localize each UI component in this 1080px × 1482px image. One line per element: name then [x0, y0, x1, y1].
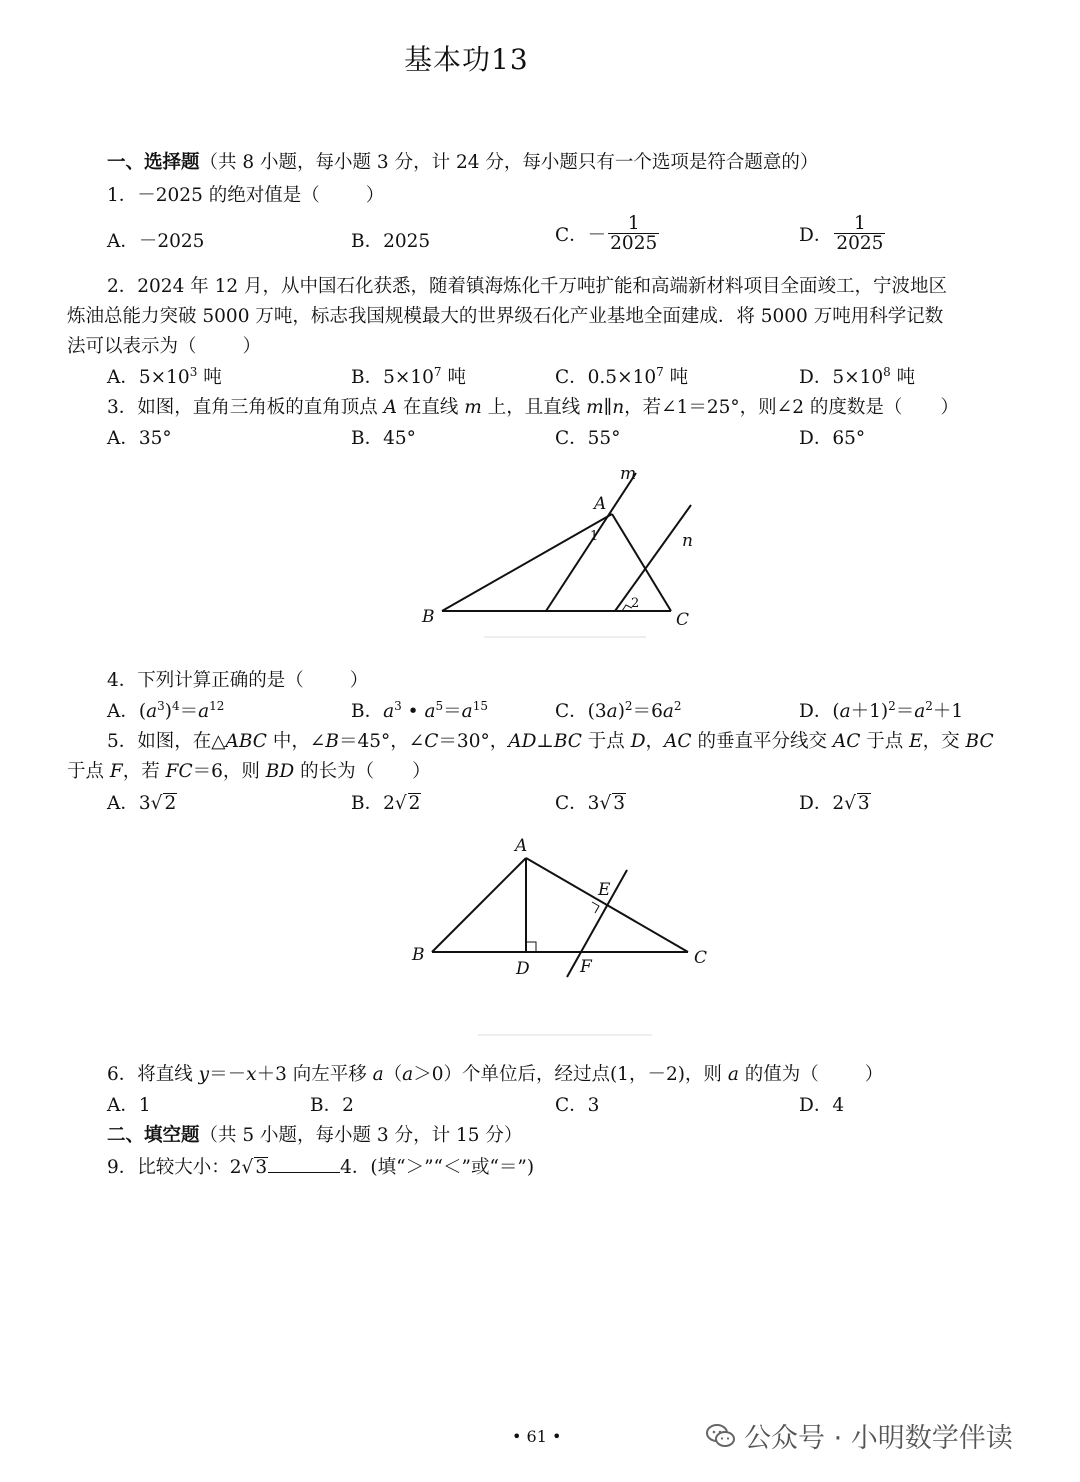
- q5-a-coef: A．3: [107, 793, 151, 814]
- q4-b-b2: a: [424, 701, 436, 722]
- q1-option-a: A．－2025: [107, 231, 205, 252]
- q4-a-base: a: [146, 701, 158, 722]
- q2-line-2: 炼油总能力突破 5000 万吨，标志我国规模最大的世界级石化产业基地全面建成．将 5000 万吨用科学记数: [67, 306, 944, 327]
- q4-b-rhs: a: [461, 701, 473, 722]
- q5-B: B: [325, 731, 339, 752]
- q3-stem: [107, 393, 959, 419]
- section-two-heading: [107, 1121, 522, 1147]
- q3-label-m: m: [620, 464, 637, 484]
- q2-line3-text: 法可以表示为（: [67, 336, 197, 357]
- q6-a2: a: [402, 1064, 414, 1085]
- q5-label-D: D: [516, 959, 530, 979]
- q3-s2: 在直线: [397, 397, 465, 418]
- q5-C: C: [424, 731, 439, 752]
- q3-s3: 上，且直线: [481, 397, 587, 418]
- q2-close: ）: [242, 336, 262, 357]
- q4-c-e1: 2: [624, 698, 633, 713]
- q6-x: x: [246, 1064, 257, 1085]
- q5-s10: ，交: [922, 731, 966, 752]
- q5-AC: AC: [664, 731, 692, 752]
- q3-figure: [400, 455, 720, 655]
- q9-stem: 9．比较大小：2√ 3 4．(填“＞”“＜”或“＝”): [107, 1157, 535, 1178]
- q5-d-coef: D．2: [799, 793, 845, 814]
- q6-s2: ＝－: [209, 1064, 247, 1085]
- q4-a-e2: 4: [171, 698, 180, 713]
- q5-label-C: C: [694, 948, 708, 968]
- q5-D: D: [630, 731, 646, 752]
- q4-option-b: B．$a^3$ • $a^5=a^{15}$: [351, 698, 488, 722]
- q6-option-d: D．4: [799, 1095, 845, 1116]
- q5-ABC: ABC: [225, 731, 267, 752]
- q2-option-a: [107, 363, 222, 389]
- q5-s2: 中，∠: [266, 731, 326, 752]
- q1-c-label: C．－: [555, 224, 607, 246]
- q3-label-n: n: [682, 531, 693, 551]
- q6-option-a: A．1: [107, 1095, 151, 1116]
- q4-close: ）: [349, 670, 369, 691]
- q5-F: F: [109, 761, 123, 782]
- q6-a3: a: [727, 1064, 739, 1085]
- q3-label-C: C: [676, 610, 690, 630]
- q5-line-2: [67, 757, 431, 783]
- q4-option-d: D．$(a+1)^2=a^2+1$: [799, 698, 964, 722]
- q3-label-angle2: 2: [631, 596, 640, 611]
- q3-s1: 3．如图，直角三角板的直角顶点: [107, 397, 384, 418]
- q4-c-label: C．: [555, 701, 588, 722]
- q5-figure: [400, 830, 720, 1040]
- q2-b-exp: 7: [433, 364, 442, 379]
- q4-option-a: A．$(a^3)^4=a^{12}$: [107, 698, 225, 722]
- q5-s1: 5．如图，在△: [107, 731, 226, 752]
- watermark: [706, 1416, 1013, 1455]
- q4-c-var: a: [606, 701, 618, 722]
- q4-b-b1: a: [383, 701, 395, 722]
- q6-y: y: [198, 1064, 210, 1085]
- q9-answer-blank: [268, 1156, 340, 1173]
- q3-s4: ，若∠1＝25°，则∠2 的度数是（: [624, 397, 903, 418]
- page-title: 基本功13: [404, 43, 529, 76]
- q6-s5: ＞0）个单位后，经过点(1，－2)，则: [413, 1064, 728, 1085]
- q4-d-e1: 2: [888, 698, 896, 713]
- q5-label-F: F: [580, 957, 592, 977]
- q4-d-e2: 2: [925, 698, 933, 713]
- q5-line-ab: [432, 858, 526, 952]
- q2-c-pre: C．0.5×10: [555, 367, 657, 388]
- q5-s5: ⊥: [536, 731, 554, 752]
- q4-b-e3: 15: [472, 698, 488, 713]
- q5-label-A: A: [515, 836, 528, 856]
- q5-c-rad: 3: [613, 793, 626, 814]
- q5-BC2: BC: [965, 731, 994, 752]
- q3-line-ba: [442, 514, 612, 611]
- q4-stem: [107, 666, 368, 692]
- q5-BC: BC: [553, 731, 582, 752]
- q5-label-E: E: [598, 880, 611, 900]
- q4-option-c: C．$(3a)^2=6a^2$: [555, 698, 682, 722]
- q3-line-n: [615, 505, 691, 611]
- q5-l2b: ，若: [122, 761, 166, 782]
- q2-line-3: [67, 332, 261, 358]
- q4-c-e2: 2: [673, 698, 682, 713]
- q4-c-rhs: 6: [651, 701, 663, 722]
- question-1-stem: [107, 181, 384, 207]
- q1-stem-text: 1．－2025 的绝对值是（: [107, 185, 320, 206]
- q4-c-var2: a: [662, 701, 674, 722]
- q5-option-c: C．3√ 3: [555, 793, 626, 814]
- q6-s6: 的值为（: [738, 1064, 819, 1085]
- q3-var-A: A: [383, 397, 398, 418]
- q6-a: a: [372, 1064, 384, 1085]
- q4-a-e1: 3: [157, 698, 165, 713]
- q4-c-lhs: (3: [587, 701, 607, 722]
- q2-option-b: [351, 363, 466, 389]
- q1-c-fraction: [608, 214, 659, 254]
- q1-c-den: 2025: [610, 233, 658, 255]
- q5-b-coef: B．2: [351, 793, 395, 814]
- q6-close: ）: [864, 1064, 884, 1085]
- section-one-note: （共 8 小题，每小题 3 分，计 24 分，每小题只有一个选项是符合题意的）: [199, 152, 819, 173]
- section-two-note: （共 5 小题，每小题 3 分，计 15 分）: [199, 1125, 523, 1146]
- q4-stem-text: 4．下列计算正确的是（: [107, 670, 304, 691]
- q5-s6: 于点: [581, 731, 631, 752]
- q1-option-b: B．2025: [351, 231, 431, 252]
- q1-c-num: 1: [608, 214, 659, 234]
- q3-label-A: A: [594, 494, 607, 514]
- q5-line-1: [107, 727, 994, 753]
- q5-d-rad: 3: [857, 793, 870, 814]
- q3-option-c: C．55°: [555, 428, 621, 449]
- section-one-title: 一、选择题: [107, 152, 200, 173]
- q4-d-tail: ＋1: [932, 701, 964, 722]
- q4-b-e1: 3: [394, 698, 402, 713]
- q2-a-unit: 吨: [197, 367, 222, 388]
- q5-right-angle-e: [592, 902, 599, 913]
- q6-s3: ＋3 向左平移: [256, 1064, 373, 1085]
- q2-d-exp: 8: [883, 364, 891, 379]
- q5-b-rad: 2: [408, 793, 421, 814]
- q5-l2a: 于点: [67, 761, 110, 782]
- q5-AC2: AC: [832, 731, 861, 752]
- q3-option-a: A．35°: [107, 428, 172, 449]
- section-one-heading: [107, 148, 818, 174]
- q2-a-exp: 3: [189, 364, 198, 379]
- q4-b-dot: •: [407, 701, 419, 722]
- q1-close: ）: [365, 185, 385, 206]
- q5-label-B: B: [412, 945, 425, 965]
- section-two-title: 二、填空题: [107, 1125, 200, 1146]
- q3-parallel: ∥: [603, 397, 613, 418]
- q5-FC: FC: [165, 761, 193, 782]
- q5-AD: AD: [508, 731, 537, 752]
- q2-option-d: [799, 363, 915, 389]
- q1-d-fraction: [834, 214, 885, 254]
- q3-var-n: n: [612, 397, 625, 418]
- q6-s1: 6．将直线: [107, 1064, 199, 1085]
- q3-label-angle1: 1: [590, 529, 599, 544]
- q1-d-label: D．: [799, 224, 833, 246]
- q4-a-label: A．: [107, 701, 139, 722]
- q5-option-d: D．2√ 3: [799, 793, 870, 814]
- q1-d-den: 2025: [836, 233, 884, 255]
- q1-option-d: [799, 214, 885, 254]
- q2-b-unit: 吨: [441, 367, 466, 388]
- page-number: • 61 •: [512, 1427, 562, 1446]
- q2-c-unit: 吨: [663, 367, 689, 388]
- q5-s7: ，: [645, 731, 665, 752]
- q5-s8: 的垂直平分线交: [691, 731, 833, 752]
- q5-s9: 于点: [860, 731, 910, 752]
- q2-option-c: [555, 363, 688, 389]
- q2-line-1: 2．2024 年 12 月，从中国石化获悉，随着镇海炼化千万吨扩能和高端新材料项目全面竣工，宁波地区: [107, 276, 948, 297]
- q5-s4: ＝30°，: [438, 731, 509, 752]
- q2-b-pre: B．5×10: [351, 367, 434, 388]
- q9-rad: 3: [255, 1157, 268, 1178]
- q3-close: ）: [940, 397, 959, 418]
- q1-option-c: [555, 214, 659, 254]
- q3-line-ac: [612, 514, 671, 611]
- q3-option-d: D．65°: [799, 428, 866, 449]
- q5-right-angle-d: [526, 942, 536, 952]
- watermark-text: 公众号 · 小明数学伴读: [744, 1423, 1013, 1454]
- q2-c-exp: 7: [656, 364, 664, 379]
- q2-a-pre: A．5×10: [107, 367, 190, 388]
- q6-option-b: B．2: [310, 1095, 354, 1116]
- q4-d-label: D．: [799, 701, 833, 722]
- q9-s2: 4．(填“＞”“＜”或“＝”): [340, 1157, 535, 1178]
- wechat-icon: [706, 1423, 736, 1449]
- q3-var-m: m: [464, 397, 482, 418]
- q5-close: ）: [412, 761, 431, 782]
- q3-option-b: B．45°: [351, 428, 416, 449]
- q3-var-m2: m: [586, 397, 604, 418]
- q5-E: E: [909, 731, 923, 752]
- q4-a-e3: 12: [209, 698, 225, 713]
- q5-l2d: 的长为（: [294, 761, 375, 782]
- q1-d-num: 1: [834, 214, 885, 234]
- q5-option-a: A．3√ 2: [107, 793, 177, 814]
- q6-stem: [107, 1060, 883, 1086]
- q5-BD: BD: [265, 761, 295, 782]
- q4-b-label: B．: [351, 701, 384, 722]
- q3-label-B: B: [422, 607, 435, 627]
- q4-d-var2: a: [914, 701, 926, 722]
- q2-d-unit: 吨: [890, 367, 916, 388]
- q5-l2c: ＝6，则: [192, 761, 266, 782]
- q4-d-var: a: [839, 701, 851, 722]
- q2-d-pre: D．5×10: [799, 367, 884, 388]
- q5-a-rad: 2: [164, 793, 177, 814]
- q5-s3: ＝45°，∠: [338, 731, 425, 752]
- q6-option-c: C．3: [555, 1095, 600, 1116]
- q5-c-coef: C．3: [555, 793, 600, 814]
- q4-a-rhs: a: [198, 701, 210, 722]
- q4-b-e2: 5: [435, 698, 444, 713]
- q5-option-b: B．2√ 2: [351, 793, 421, 814]
- q9-s1: 9．比较大小：2: [107, 1157, 242, 1178]
- q6-s4: （: [383, 1064, 403, 1085]
